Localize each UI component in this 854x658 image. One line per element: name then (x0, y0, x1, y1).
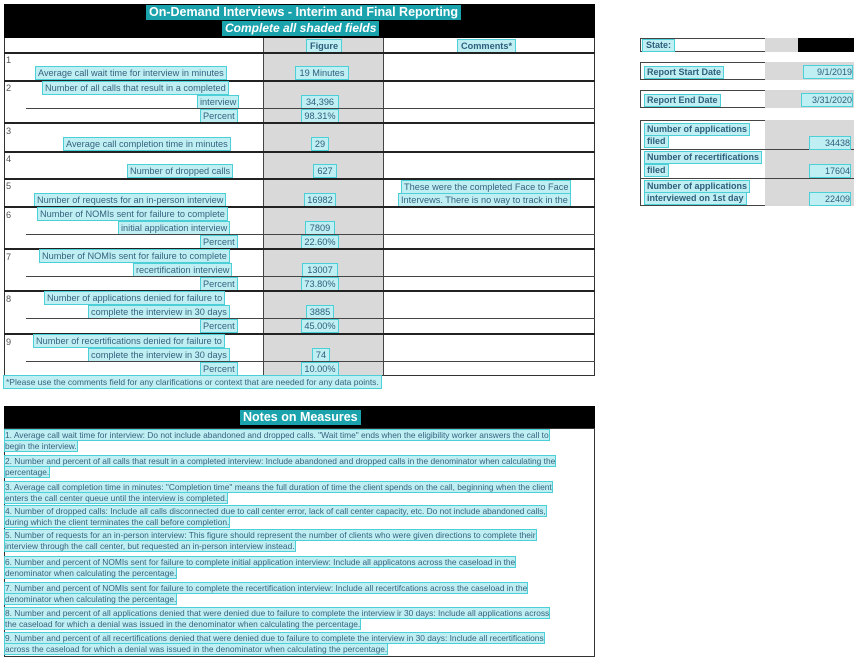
comment-text[interactable]: These were the completed Face to Face (404, 182, 569, 192)
figure-input[interactable]: 627 (314, 165, 336, 177)
note-line: enters the call center queue until the interview is completed. (5, 493, 228, 504)
note-line: during which the client terminates the call before completion. (5, 517, 230, 528)
note-line: 7. Number and percent of NOMIs sent for failure to complete the recertification interview: Include all recertifcations across the caseload in the (5, 583, 528, 593)
row-label: Number of all calls that result in a completed (45, 83, 226, 93)
percent-label: Percent (203, 111, 235, 121)
comments-column-header: Comments* (458, 40, 515, 52)
divider (4, 151, 595, 153)
note-line: denominator when calculating the percentage. (5, 568, 177, 579)
note-item (5, 506, 588, 528)
note-item (5, 482, 588, 504)
percent-label: Percent (203, 321, 235, 331)
page-title: On-Demand Interviews - Interim and Final Reporting (146, 5, 461, 20)
row-label: initial application interview (121, 223, 228, 233)
note-line: 9. Number and percent of all recertifications denied that were denied due to failure to complete the interview in 30 days: Include all recertifications (5, 633, 544, 643)
start-date-label: Report Start Date (647, 67, 722, 77)
row-number: 9 (6, 337, 12, 347)
row-label: complete the interview in 30 days (91, 307, 227, 317)
figure-input[interactable]: 3885 (307, 306, 333, 318)
note-item (5, 530, 588, 552)
note-item (5, 608, 588, 630)
note-line: 3. Average call completion time in minutes: "Completion time" means the full duration of time the client spends on the call, beginning when the client (5, 482, 552, 492)
divider (26, 318, 595, 319)
row-label: Number of applications denied for failure to (47, 293, 223, 303)
note-line: 5. Number of requests for an in-person interview: This figure should represent the number of clients who were given directions to complete their (5, 530, 536, 540)
percent-label: Percent (203, 237, 235, 247)
comment-text[interactable]: Intervews. There is no way to track in the (401, 195, 568, 205)
note-item (5, 430, 588, 452)
percent-value[interactable]: 98.31% (302, 110, 338, 122)
end-date-label: Report End Date (647, 95, 718, 105)
row-label: complete the interview in 30 days (91, 350, 227, 360)
state-label: State: (643, 40, 674, 51)
figure-input[interactable]: 19 Minutes (296, 67, 348, 79)
start-date-input[interactable]: 9/1/2019 (804, 66, 852, 78)
note-item (5, 456, 588, 478)
percent-value[interactable]: 22.60% (302, 236, 338, 248)
end-date-input[interactable]: 3/31/2020 (802, 94, 852, 106)
row-label: Average call completion time in minutes (66, 139, 228, 149)
note-line: across the caseload for which a denial was issued in the denominator when calculating the percentage. (5, 644, 388, 655)
row-label: Number of requests for an in-person interview (37, 195, 224, 205)
row-number: 8 (6, 294, 12, 304)
percent-label: Percent (203, 364, 235, 374)
row-number: 1 (6, 55, 12, 65)
row-label: Number of recertifications denied for failure to (36, 336, 222, 346)
percent-value[interactable]: 45.00% (302, 320, 338, 332)
note-line: 6. Number and percent of NOMIs sent for failure to complete initial application interview: Include all applicatons across the caseload in the (5, 557, 516, 567)
recert-filed-input[interactable]: 17604 (810, 165, 850, 177)
divider (26, 361, 595, 362)
apps-filed-label: filed (647, 136, 666, 146)
row-label: interview (200, 97, 237, 107)
divider (4, 122, 595, 124)
figure-input[interactable]: 34,396 (302, 96, 338, 108)
percent-value[interactable]: 10.00% (302, 363, 338, 375)
note-item (5, 557, 588, 579)
apps-filed-label: Number of applications (647, 124, 748, 134)
state-input[interactable] (798, 38, 854, 52)
row-label: Number of NOMIs sent for failure to complete (42, 251, 227, 261)
note-line: 4. Number of dropped calls: Include all calls disconnected due to call center error, lack of call center capacity, etc. Do not include abandoned calls, (5, 506, 546, 516)
row-label: recertification interview (136, 265, 230, 275)
row-label: Number of dropped calls (130, 166, 231, 176)
divider (640, 149, 854, 150)
note-line: percentage. (5, 467, 50, 478)
figure-input[interactable]: 7809 (306, 222, 334, 234)
row-label: Number of NOMIs sent for failure to complete (40, 209, 225, 219)
row-number: 2 (6, 83, 12, 93)
note-line: denominator when calculating the percentage. (5, 594, 177, 605)
row-label: Average call wait time for interview in minutes (38, 68, 224, 78)
divider (26, 234, 595, 235)
row-number: 7 (6, 252, 12, 262)
apps-filed-input[interactable]: 34438 (810, 137, 850, 149)
figure-input[interactable]: 16982 (305, 194, 335, 206)
note-line: begin the interview. (5, 441, 77, 452)
percent-value[interactable]: 73.80% (302, 278, 338, 290)
interviewed-label: interviewed on 1st day (647, 193, 744, 203)
state-shade (765, 38, 798, 52)
figure-input[interactable]: 13007 (303, 264, 337, 276)
figure-input[interactable]: 74 (313, 349, 329, 361)
note-item (5, 633, 588, 655)
recert-filed-label: Number of recertifications (647, 152, 760, 162)
row-number: 5 (6, 181, 12, 191)
recert-filed-label: filed (647, 165, 666, 175)
row-number: 4 (6, 154, 12, 164)
interviewed-label: Number of applications (647, 181, 748, 191)
note-line: 1. Average call wait time for interview: Do not include abandoned and dropped calls. "Wait time" ends when the eligibility worker answers the call to (5, 430, 549, 440)
divider (4, 52, 595, 54)
divider (26, 276, 595, 277)
figure-column-header: Figure (307, 40, 341, 52)
divider (640, 178, 854, 179)
divider (26, 108, 595, 109)
row-number: 6 (6, 210, 12, 220)
note-line: 2. Number and percent of all calls that result in a completed interview: Include abandoned and dropped calls in the denominator when calculating the (5, 456, 556, 466)
note-line: interview through the call center, but requested an in-person interview instead. (5, 541, 295, 552)
row-number: 3 (6, 126, 12, 136)
note-line: the caseload for which a denial was issued in the denominator when calculating the percentage. (5, 619, 361, 630)
interviewed-input[interactable]: 22409 (810, 193, 850, 205)
page-subtitle: Complete all shaded fields (222, 21, 379, 36)
divider (4, 178, 595, 180)
footnote: *Please use the comments field for any clarifications or context that are needed for any data points. (6, 377, 379, 387)
note-line: 8. Number and percent of all applications denied that were denied due to failure to complete the interview ir 30 days: Include all applications across (5, 608, 550, 618)
percent-label: Percent (203, 279, 235, 289)
note-item (5, 583, 588, 605)
figure-input[interactable]: 29 (312, 138, 328, 150)
notes-title: Notes on Measures (240, 410, 361, 425)
